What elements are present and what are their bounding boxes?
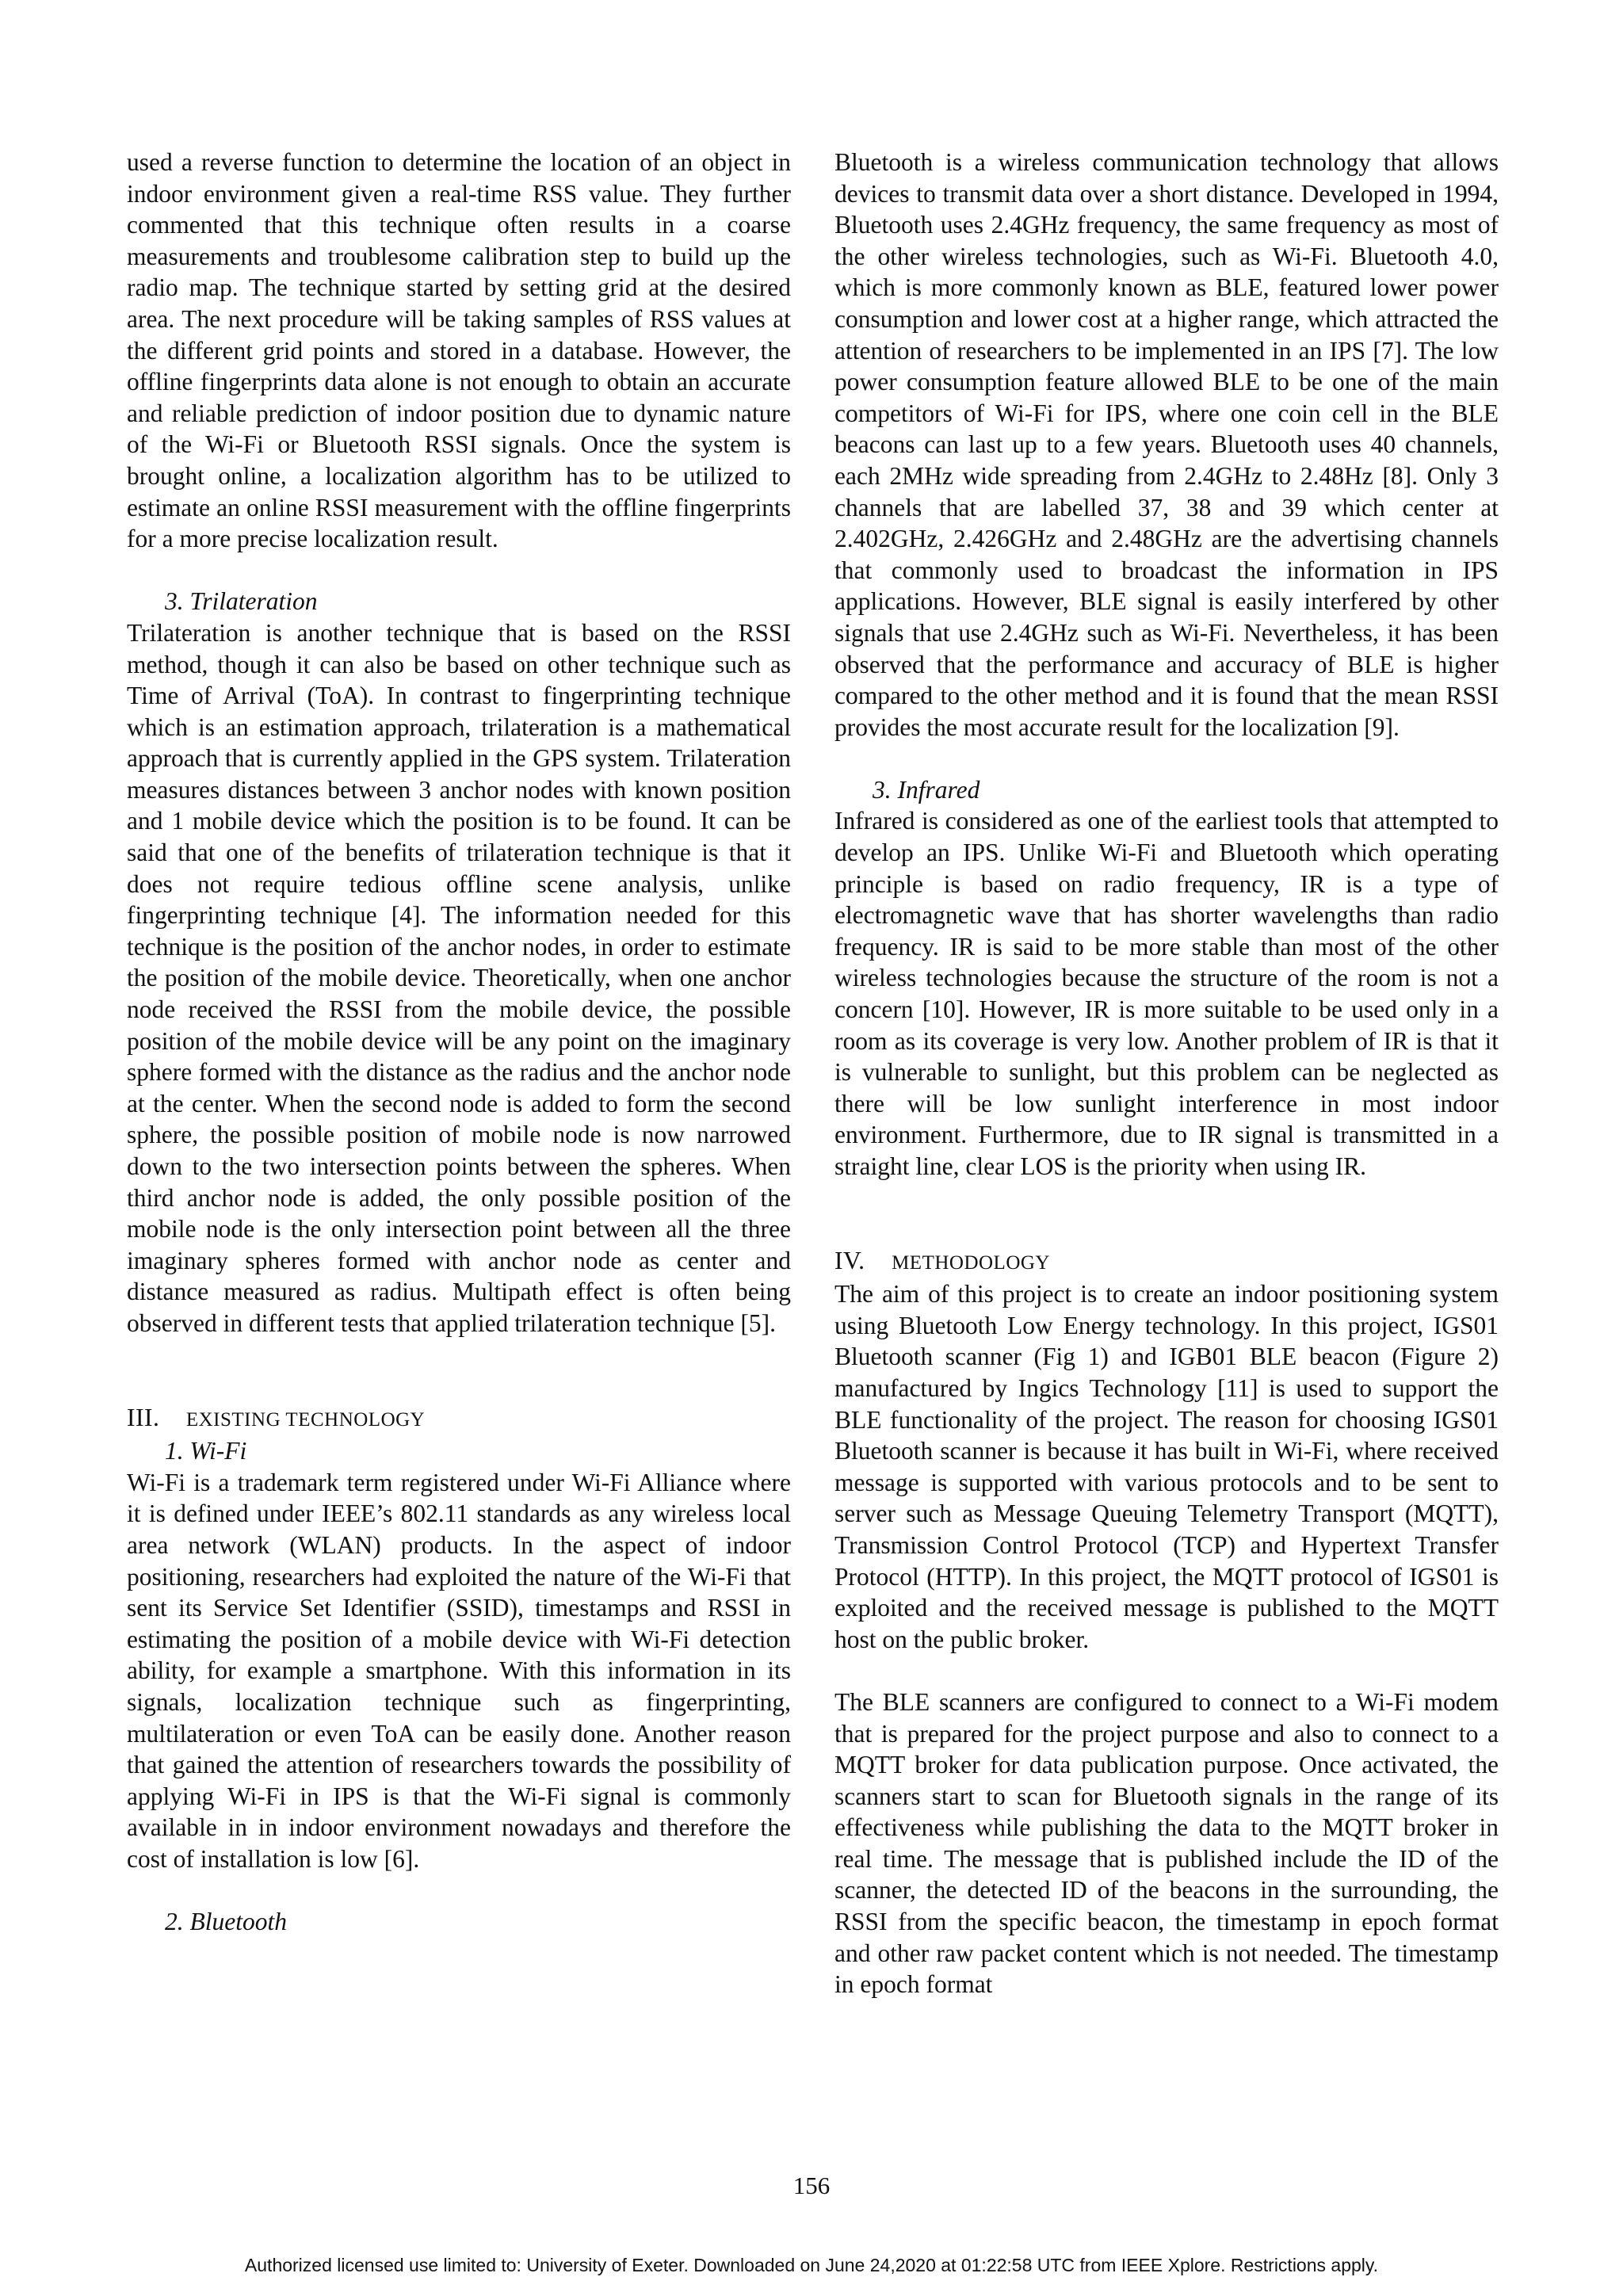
section-4-title: METHODOLOGY — [892, 1251, 1050, 1274]
right-column — [834, 147, 1499, 2000]
section-3-numeral: III. — [127, 1403, 160, 1431]
bluetooth-paragraph: Bluetooth is a wireless communication technology that allows devices to transmit data over a short distance. Developed in 1994, Bluetooth uses 2.4GHz frequency, the same frequency as most of the other wireless technologies, such as Wi-Fi. Bluetooth 4.0, which is more commonly known as BLE, featured lower power consumption and lower cost at a higher range, which attracted the attention of researchers to be implemented in an IPS [7]. The low power consumption feature allowed BLE to be one of the main competitors of Wi-Fi for IPS, where one coin cell in the BLE beacons can last up to a few years. Bluetooth uses 40 channels, each 2MHz wide spreading from 2.4GHz to 2.48Hz [8]. Only 3 channels that are labelled 37, 38 and 39 which center at 2.402GHz, 2.426GHz and 2.48GHz are the advertising channels that commonly used to broadcast the information in IPS applications. However, BLE signal is easily interfered by other signals that use 2.4GHz such as Wi-Fi. Nevertheless, it has been observed that the performance and accuracy of BLE is higher compared to the other method and it is found that the mean RSSI provides the most accurate result for the localization [9]. — [834, 148, 1499, 741]
license-footer: Authorized licensed use limited to: University of Exeter. Downloaded on June 24,2020 at 01:22:58 UTC from IEEE Xplore. Restrictions apply. — [244, 2255, 1379, 2275]
section-4-numeral: IV. — [834, 1246, 865, 1274]
left-column — [127, 147, 791, 1938]
page-number: 156 — [792, 2172, 831, 2199]
section-3-title: EXISTING TECHNOLOGY — [185, 1408, 426, 1431]
trilateration-paragraph: Trilateration is another technique that is based on the RSSI method, though it can also be based on other technique such as Time of Arrival (ToA). In contrast to fingerprinting technique which is an estimation approach, trilateration is a mathematical approach that is currently applied in the GPS system. Trilateration measures distances between 3 anchor nodes with known position and 1 mobile device which the position is to be found. It can be said that one of the benefits of trilateration technique is that it does not require tedious offline scene analysis, unlike fingerprinting technique [4]. The information needed for this technique is the position of the anchor nodes, in order to estimate the position of the mobile device. Theoretically, when one anchor node received the RSSI from the mobile device, the possible position of the mobile device will be any point on the imaginary sphere formed with the distance as the radius and the anchor node at the center. When the second node is added to form the second sphere, the possible position of mobile node is now narrowed down to the two intersection points between the spheres. When third anchor node is added, the only possible position of the mobile node is the only intersection point between all the three imaginary spheres formed with anchor node as center and distance measured as radius. Multipath effect is often being observed in different tests that applied trilateration technique [5]. — [127, 618, 791, 1337]
intro-paragraph: used a reverse function to determine the location of an object in indoor environment given a real-time RSS value. They further commented that this technique often results in a coarse measurements and troublesome calibration step to build up the radio map. The technique started by setting grid at the desired area. The next procedure will be taking samples of RSS values at the different grid points and stored in a database. However, the offline fingerprints data alone is not enough to obtain an accurate and reliable prediction of indoor position due to dynamic nature of the Wi-Fi or Bluetooth RSSI signals. Once the system is brought online, a localization algorithm has to be utilized to estimate an online RSSI measurement with the offline fingerprints for a more precise localization result. — [127, 148, 791, 553]
scanner-paragraph: The BLE scanners are configured to connect to a Wi-Fi modem that is prepared for the project purpose and also to connect to a MQTT broker for data publication purpose. Once activated, the scanners start to scan for Bluetooth signals in the range of its effectiveness while publishing the data to the MQTT broker in real time. The message that is published include the ID of the scanner, the detected ID of the beacons in the surrounding, the RSSI from the specific beacon, the timestamp in epoch format and other raw packet content which is not needed. The timestamp in epoch format — [834, 1687, 1499, 1999]
trilateration-heading: 3. Trilateration — [165, 587, 318, 616]
bluetooth-heading: 2. Bluetooth — [165, 1908, 287, 1936]
section-3-heading — [127, 1402, 791, 1436]
wifi-heading: 1. Wi-Fi — [165, 1437, 247, 1465]
wifi-paragraph: Wi-Fi is a trademark term registered under Wi-Fi Alliance where it is defined under IEEE’s 802.11 standards as any wireless local area network (WLAN) products. In the aspect of indoor positioning, researchers had exploited the nature of the Wi-Fi that sent its Service Set Identifier (SSID), timestamps and RSSI in estimating the position of a mobile device with Wi-Fi detection ability, for example a smartphone. With this information in its signals, localization technique such as fingerprinting, multilateration or even ToA can be easily done. Another reason that gained the attention of researchers towards the possibility of applying Wi-Fi in IPS is that the Wi-Fi signal is commonly available in in indoor environment nowadays and therefore the cost of installation is low [6]. — [127, 1468, 791, 1873]
infrared-paragraph: Infrared is considered as one of the earliest tools that attempted to develop an IPS. Unlike Wi-Fi and Bluetooth which operating principle is based on radio frequency, IR is a type of electromagnetic wave that has shorter wavelengths than radio frequency. IR is said to be more stable than most of the other wireless technologies because the structure of the room is not a concern [10]. However, IR is more suitable to be used only in a room as its coverage is very low. Another problem of IR is that it is vulnerable to sunlight, but this problem can be neglected as there will be low sunlight interference in most indoor environment. Furthermore, due to IR signal is transmitted in a straight line, clear LOS is the priority when using IR. — [834, 807, 1499, 1180]
infrared-heading: 3. Infrared — [873, 775, 980, 804]
methodology-paragraph: The aim of this project is to create an indoor positioning system using Bluetooth Low Energy technology. In this project, IGS01 Bluetooth scanner (Fig 1) and IGB01 BLE beacon (Figure 2) manufactured by Ingics Technology [11] is used to support the BLE functionality of the project. The reason for choosing IGS01 Bluetooth scanner is because it has built in Wi-Fi, where received message is supported with various protocols and to be sent to server such as Message Queuing Telemetry Transport (MQTT), Transmission Control Protocol (TCP) and Hypertext Transfer Protocol (HTTP). In this project, the MQTT protocol of IGS01 is exploited and the received message is published to the MQTT host on the public broker. — [834, 1280, 1499, 1653]
section-4-heading — [834, 1245, 1499, 1279]
